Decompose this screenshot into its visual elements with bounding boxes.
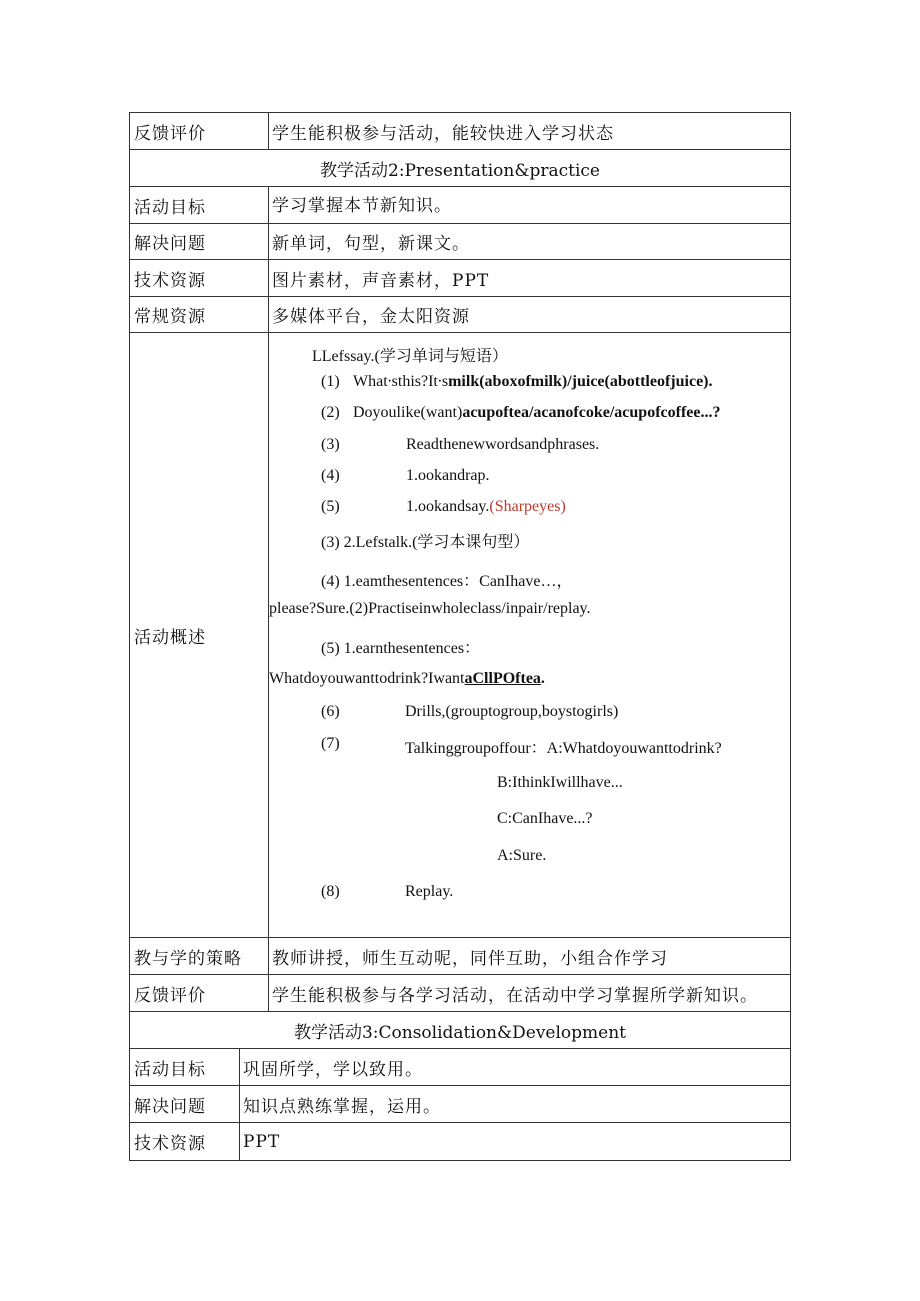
row-value: PPT [243, 1131, 281, 1152]
row-tech-3 [129, 1123, 791, 1161]
overview-line-3: Readthenewwordsandphrases. [406, 436, 600, 453]
overview-line-12: Talkinggroupoffour：A:Whatdoyouwanttodrink? [405, 740, 722, 757]
row-label: 教与学的策略 [130, 938, 269, 974]
overview-line-4: 1.ookandrap. [406, 467, 490, 484]
overview-line-15: A:Sure. [497, 847, 547, 864]
row-label: 技术资源 [130, 260, 269, 296]
row-problem-2 [129, 224, 791, 260]
row-feedback-1 [129, 112, 791, 150]
line-text: . [540, 670, 545, 687]
overview-line-6: (3) 2.Lefstalk.(学习本课句型） [321, 534, 530, 551]
row-problem-3 [129, 1086, 791, 1123]
overview-line-8: please?Sure.(2)Practiseinwholeclass/inpair/replay. [269, 600, 591, 617]
overview-line-14: C:CanIhave...? [497, 810, 593, 827]
row-value: 图片素材，声音素材，PPT [272, 270, 490, 291]
line-underlined-text: aCllPOftea [464, 670, 541, 687]
row-label: 常规资源 [130, 297, 269, 332]
row-value: 多媒体平台，金太阳资源 [272, 307, 470, 327]
row-label: 技术资源 [130, 1123, 240, 1160]
overview-line-2 [353, 404, 720, 422]
overview-line-13: B:IthinkIwillhave... [497, 774, 623, 791]
row-label: 活动目标 [130, 187, 269, 223]
line-bold-text: milk(aboxofmilk)/juice(abottleofjuice). [448, 373, 713, 390]
item-number: (4) [321, 467, 340, 484]
row-value: 学生能积极参与各学习活动，在活动中学习掌握所学新知识。 [272, 985, 758, 1006]
row-label: 反馈评价 [130, 113, 269, 149]
row-label: 解决问题 [130, 224, 269, 259]
line-text: Whatdoyouwanttodrink?Iwant [269, 670, 465, 687]
overview-intro: LLefssay.(学习单词与短语） [312, 348, 508, 365]
overview-line-16: Replay. [405, 883, 454, 900]
line-red-text: (Sharpeyes) [489, 498, 566, 515]
item-number: (6) [321, 703, 340, 720]
row-value: 知识点熟练掌握，运用。 [243, 1096, 441, 1117]
row-value: 学习掌握本节新知识。 [272, 196, 452, 216]
overview-line-5 [406, 498, 566, 516]
line-text: Doyoulike(want) [353, 404, 463, 421]
activity-3-header: 教学活动3:Consolidation&Development [129, 1012, 791, 1049]
row-label: 活动概述 [130, 333, 269, 937]
overview-line-10 [269, 670, 545, 688]
row-value: 学生能积极参与活动，能较快进入学习状态 [272, 123, 614, 144]
row-regular-2 [129, 297, 791, 333]
row-overview [129, 333, 791, 938]
row-value: 巩固所学，学以致用。 [243, 1059, 423, 1080]
item-number: (8) [321, 883, 340, 900]
row-label: 反馈评价 [130, 975, 269, 1011]
row-strategy [129, 938, 791, 975]
row-label: 解决问题 [130, 1086, 240, 1122]
overview-line-11: Drills,(grouptogroup,boystogirls) [405, 703, 619, 720]
row-goal-2 [129, 187, 791, 224]
row-tech-2 [129, 260, 791, 297]
item-number: (5) [321, 498, 340, 515]
overview-line-1 [353, 373, 713, 391]
overview-content [269, 333, 790, 937]
item-number: (2) [321, 404, 340, 421]
overview-line-7: (4) 1.eamthesentences：CanIhave…， [321, 573, 573, 590]
activity-2-header: 教学活动2:Presentation&practice [129, 150, 791, 187]
item-number: (3) [321, 436, 340, 453]
line-text: What∙sthis?It∙s [353, 373, 449, 390]
item-number: (7) [321, 735, 340, 752]
line-text: 1.ookandsay. [406, 498, 490, 515]
row-goal-3 [129, 1049, 791, 1086]
row-label: 活动目标 [130, 1049, 240, 1085]
row-feedback-2 [129, 975, 791, 1012]
overview-line-9: (5) 1.earnthesentences： [321, 640, 481, 657]
row-value: 教师讲授，师生互动呢，同伴互助，小组合作学习 [272, 948, 668, 969]
item-number: (1) [321, 373, 340, 390]
line-bold-text: acupoftea/acanofcoke/acupofcoffee...? [462, 404, 721, 421]
row-value: 新单词，句型，新课文。 [272, 234, 470, 254]
